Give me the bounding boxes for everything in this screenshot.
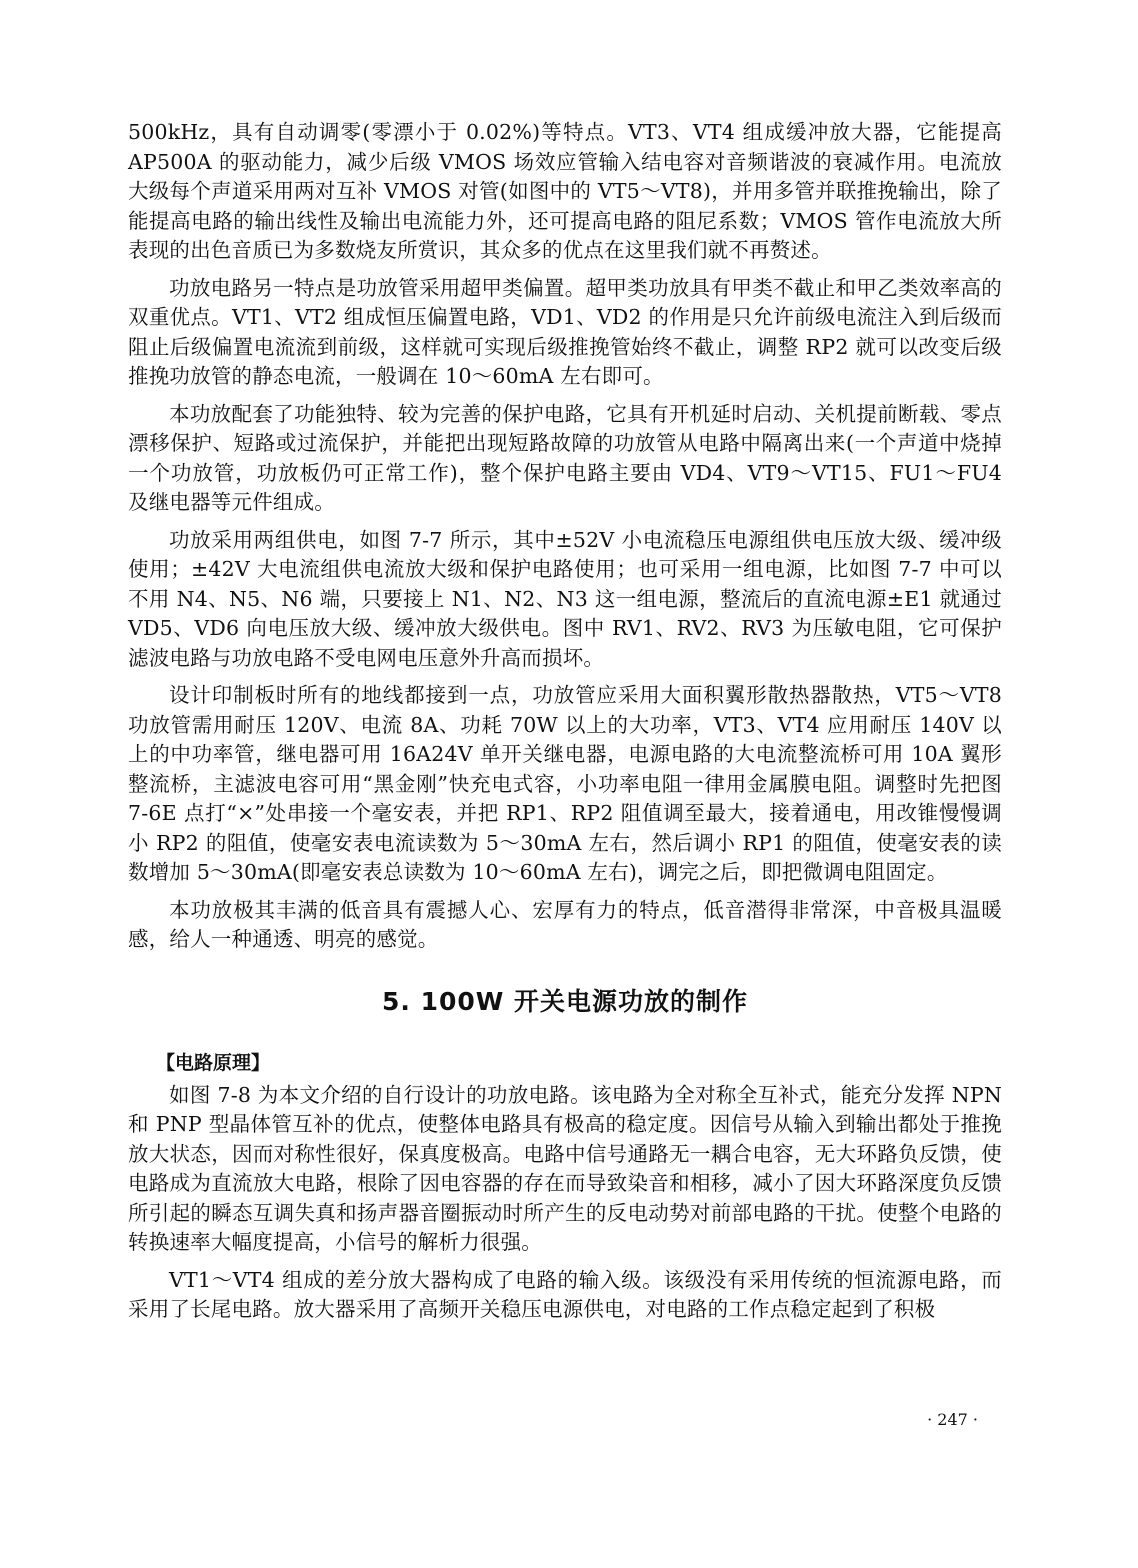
paragraph-intro-continuation: 500kHz，具有自动调零(零漂小于 0.02%)等特点。VT3、VT4 组成缓冲放大器，它能提高 AP500A 的驱动能力，减少后级 VMOS 场效应管输入结电容对音频谐波的衰减作用。电流放大级每个声道采用两对互补 VMOS 对管(如图中的 VT5～VT8)，并用多管并联推挽输出，除了能提高电路的输出线性及输出电流能力外，还可提高电路的阻尼系数；VMOS 管作电流放大所表现的出色音质已为多数烧友所赏识，其众多的优点在这里我们就不再赘述。 <box>128 120 1002 262</box>
document-page <box>128 118 1002 1333</box>
subheading-circuit-principle: 【电路原理】 <box>156 1051 271 1074</box>
page-number: · 247 · <box>927 1410 978 1429</box>
paragraph-super-class-a-bias: 功放电路另一特点是功放管采用超甲类偏置。超甲类功放具有甲类不截止和甲乙类效率高的双重优点。VT1、VT2 组成恒压偏置电路，VD1、VD2 的作用是只允许前级电流注入到后级而阻止后级偏置电流流到前级，这样就可实现后级推挽管始终不截止，调整 RP2 就可以改变后级推挽功放管的静态电流，一般调在 10～60mA 左右即可。 <box>128 275 1002 388</box>
paragraph-circuit-overview: 如图 7-8 为本文介绍的自行设计的功放电路。该电路为全对称全互补式，能充分发挥 NPN 和 PNP 型晶体管互补的优点，使整体电路具有极高的稳定度。因信号从输入到输出都处于推挽放大状态，因而对称性很好，保真度极高。电路中信号通路无一耦合电容，无大环路负反馈，使电路成为直流放大电路，根除了因电容器的存在而导致染音和相移，减小了因大环路深度负反馈所引起的瞬态互调失真和扬声器音圈振动时所产生的反电动势对前部电路的干扰。使整个电路的转换速率大幅度提高，小信号的解析力很强。 <box>128 1082 1002 1254</box>
paragraph-sound-quality: 本功放极其丰满的低音具有震撼人心、宏厚有力的特点，低音潜得非常深，中音极具温暖感，给人一种通透、明亮的感觉。 <box>128 897 1002 951</box>
paragraph-pcb-design-adjustment: 设计印制板时所有的地线都接到一点，功放管应采用大面积翼形散热器散热，VT5～VT8 功放管需用耐压 120V、电流 8A、功耗 70W 以上的大功率，VT3、VT4 应用耐压 140V 以上的中功率管，继电器可用 16A24V 单开关继电器，电源电路的大电流整流桥可用 10A 翼形整流桥，主滤波电容可用“黑金刚”快充电式容，小功率电阻一律用金属膜电阻。调整时先把图 7-6E 点打“×”处串接一个毫安表，并把 RP1、RP2 阻值调至最大，接着通电，用改锥慢慢调小 RP2 的阻值，使毫安表电流读数为 5～30mA 左右，然后调小 RP1 的阻值，使毫安表的读数增加 5～30mA(即毫安表总读数为 10～60mA 左右)，调完之后，即把微调电阻固定。 <box>128 683 1002 884</box>
paragraph-protection-circuit: 本功放配套了功能独特、较为完善的保护电路，它具有开机延时启动、关机提前断载、零点漂移保护、短路或过流保护，并能把出现短路故障的功放管从电路中隔离出来(一个声道中烧掉一个功放管，功放板仍可正常工作)，整个保护电路主要由 VD4、VT9～VT15、FU1～FU4 及继电器等元件组成。 <box>128 401 1002 514</box>
paragraph-power-supply: 功放采用两组供电，如图 7-7 所示，其中±52V 小电流稳压电源组供电压放大级、缓冲级使用；±42V 大电流组供电流放大级和保护电路使用；也可采用一组电源，比如图 7-7 中可以不用 N4、N5、N6 端，只要接上 N1、N2、N3 这一组电源，整流后的直流电源±E1 就通过 VD5、VD6 向电压放大级、缓冲放大级供电。图中 RV1、RV2、RV3 为压敏电阻，它可保护滤波电路与功放电路不受电网电压意外升高而损坏。 <box>128 527 1002 670</box>
paragraph-input-stage: VT1～VT4 组成的差分放大器构成了电路的输入级。该级没有采用传统的恒流源电路，而采用了长尾电路。放大器采用了高频开关稳压电源供电，对电路的工作点稳定起到了积极 <box>128 1267 1002 1321</box>
section-title: 5. 100W 开关电源功放的制作 <box>381 986 749 1016</box>
